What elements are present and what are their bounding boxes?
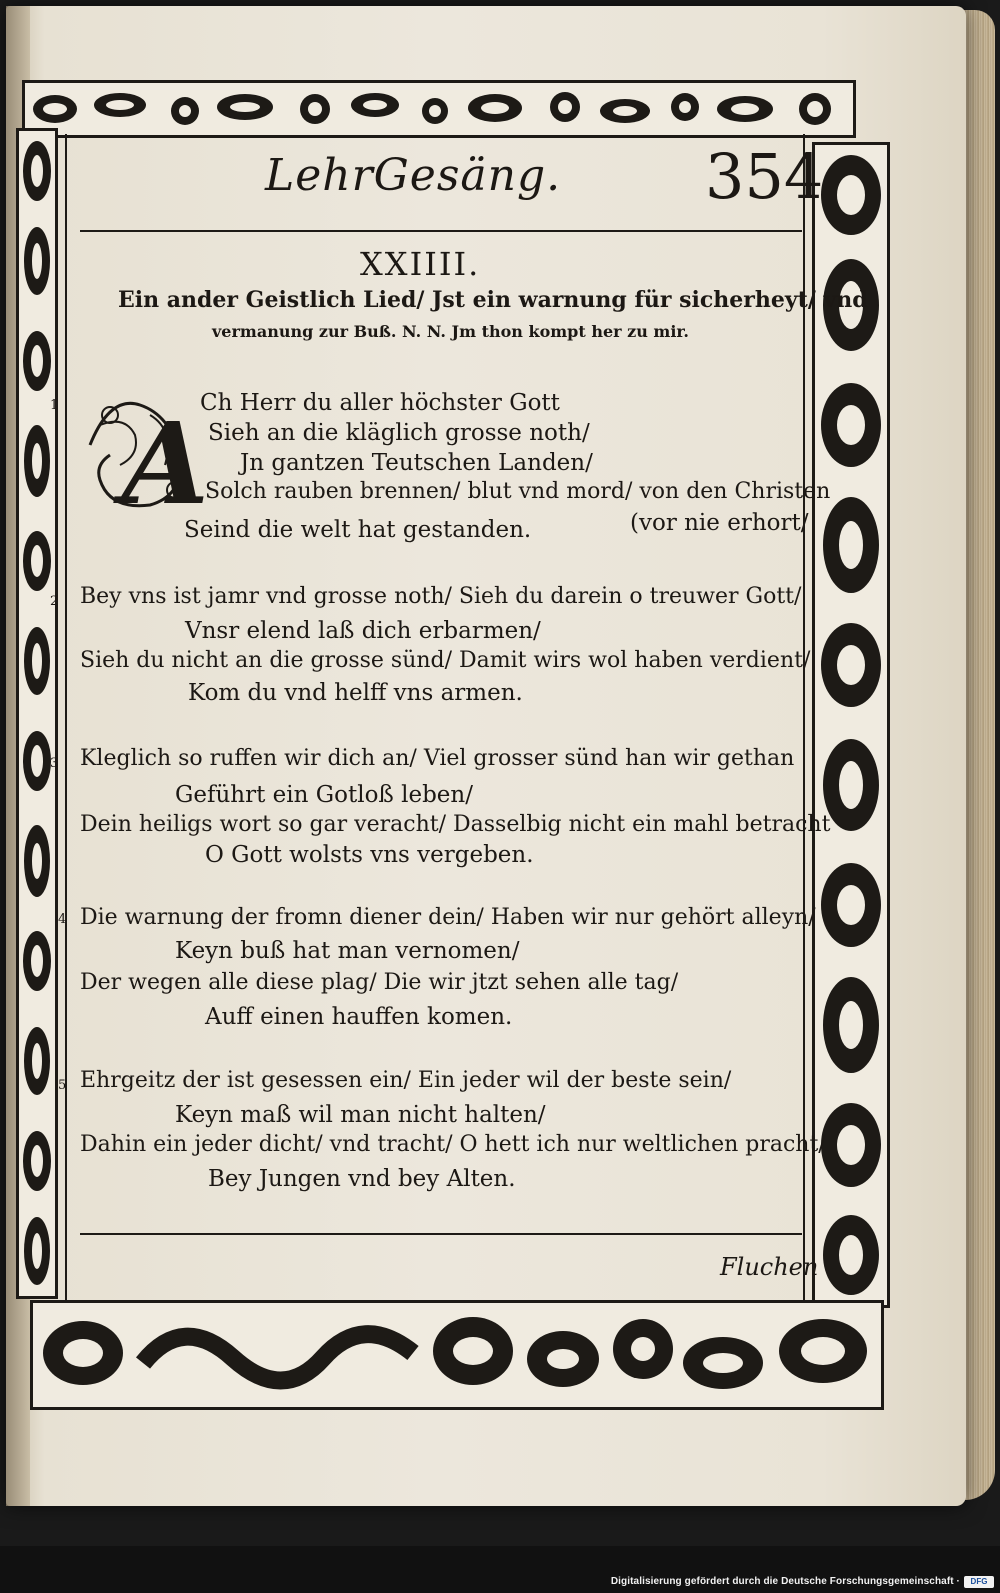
- verse-line: Ch Herr du aller höchster Gott: [200, 390, 560, 416]
- page-number: 354: [705, 140, 824, 213]
- verse-line: Solch rauben brennen/ blut vnd mord/ von den Christen: [205, 479, 831, 504]
- verse-line: Kleglich so ruffen wir dich an/ Viel grosser sünd han wir gethan: [80, 746, 795, 771]
- verse-line: Bey vns ist jamr vnd grosse noth/ Sieh du darein o treuwer Gott/: [80, 584, 802, 609]
- verse-line: Sieh du nicht an die grosse sünd/ Damit wirs wol haben verdient/: [80, 648, 811, 673]
- verse-line: Jn gantzen Teutschen Landen/: [240, 450, 593, 476]
- stanza-number: 4: [58, 912, 67, 927]
- verse-line: Dahin ein jeder dicht/ vnd tracht/ O hett ich nur weltlichen pracht/: [80, 1132, 826, 1157]
- verse-line: Der wegen alle diese plag/ Die wir jtzt sehen alle tag/: [80, 970, 679, 995]
- stanza-number: 2: [50, 594, 59, 609]
- viewer-footer: [0, 1546, 1000, 1593]
- verse-line: Auff einen hauffen komen.: [205, 1004, 513, 1030]
- digitization-credit: Digitalisierung gefördert durch die Deutsche Forschungsgemeinschaft ·: [610, 1576, 960, 1587]
- left-ornament-border: [16, 128, 58, 1299]
- running-title: LehrGesäng.: [265, 150, 562, 201]
- stanza-number: 1: [50, 398, 59, 413]
- verse-line: Geführt ein Gotloß leben/: [175, 782, 473, 808]
- song-number: XXIIII.: [360, 245, 481, 283]
- frame-left-rule: [65, 134, 67, 1302]
- catchword: Fluchen: [720, 1253, 819, 1281]
- song-title-line-1: Ein ander Geistlich Lied/ Jst ein warnung für sicherheyt/ vnd: [118, 287, 868, 313]
- verse-line: Sieh an die kläglich grosse noth/: [208, 420, 590, 446]
- verse-line: Vnsr elend laß dich erbarmen/: [185, 618, 541, 644]
- top-ornament-border: [22, 80, 856, 138]
- verse-line: Ehrgeitz der ist gesessen ein/ Ein jeder wil der beste sein/: [80, 1068, 732, 1093]
- stanza-number: 3: [50, 756, 59, 771]
- verse-line: Kom du vnd helff vns armen.: [188, 680, 523, 706]
- verse-line: Dein heiligs wort so gar veracht/ Dasselbig nicht ein mahl betracht: [80, 812, 831, 837]
- dfg-logo: DFG: [964, 1576, 994, 1588]
- verse-line: Bey Jungen vnd bey Alten.: [208, 1166, 516, 1192]
- footer-rule: [80, 1233, 802, 1235]
- verse-line: (vor nie erhort/: [630, 510, 809, 536]
- song-title-line-2: vermanung zur Buß. N. N. Jm thon kompt her zu mir.: [212, 322, 689, 341]
- stanza-number: 5: [58, 1078, 67, 1093]
- bottom-ornament-border: [30, 1300, 884, 1410]
- decorated-initial: [80, 385, 209, 530]
- header-rule: [80, 230, 802, 232]
- verse-line: O Gott wolsts vns vergeben.: [205, 842, 534, 868]
- verse-line: Keyn maß wil man nicht halten/: [175, 1102, 546, 1128]
- verse-line: Seind die welt hat gestanden.: [184, 517, 532, 543]
- verse-line: Keyn buß hat man vernomen/: [175, 938, 520, 964]
- initial-letter: A: [122, 399, 209, 530]
- verse-line: Die warnung der fromn diener dein/ Haben wir nur gehört alleyn/: [80, 905, 816, 930]
